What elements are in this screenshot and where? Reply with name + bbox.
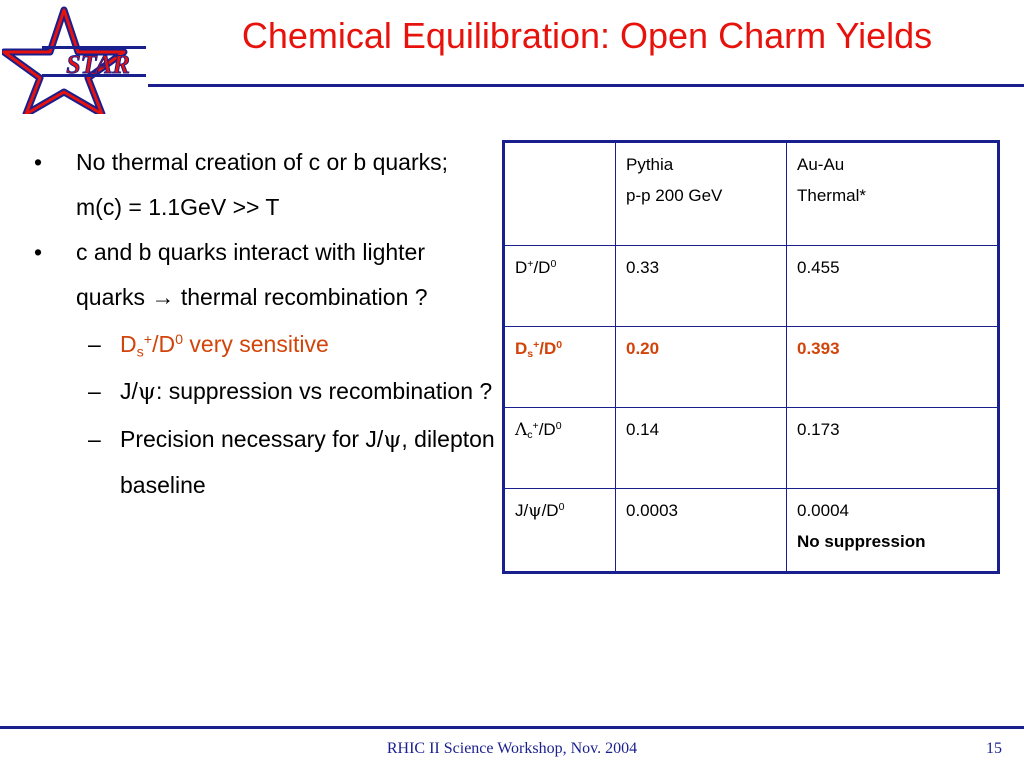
table-header-row (504, 142, 999, 246)
row-label: $Ds^+/D^0$ (504, 327, 616, 408)
footer-divider (0, 726, 1024, 729)
bullet-item (30, 230, 500, 320)
arrow-right-icon: → (151, 284, 175, 310)
bullet-list (30, 140, 500, 508)
table-cell-empty (504, 142, 616, 246)
table-header-cell: Au-Au Thermal* (787, 142, 999, 246)
sub-bullet-item: – $Ds^+/D^0$ very sensitive (30, 322, 500, 367)
no-suppression-note: No suppression (797, 532, 926, 551)
bullet-text: thermal recombination ? (174, 284, 428, 310)
table-cell: 0.393 (787, 327, 999, 408)
psi-symbol: ψ (383, 427, 402, 453)
sub-bullet-item: – J/ψ: suppression vs recombination ? (30, 369, 500, 415)
bullet-text: c and b quarks interact with lighter quarks (76, 239, 426, 310)
table-row (504, 408, 999, 489)
sub-bullet-marker: – (88, 378, 101, 404)
table-row-highlight (504, 327, 999, 408)
row-label: $J/\psi/D^0$ (504, 489, 616, 573)
row-label: $\Lambda c^+/D^0$ (504, 408, 616, 489)
row-label: $D^+/D^0$ (504, 246, 616, 327)
title-divider (148, 84, 1024, 87)
star-logo (2, 2, 152, 114)
table-cell: 0.20 (616, 327, 787, 408)
table-cell: 0.33 (616, 246, 787, 327)
table-row (504, 489, 999, 573)
table-cell: 0.173 (787, 408, 999, 489)
slide-title: Chemical Equilibration: Open Charm Yields (241, 15, 933, 56)
table-header-cell: Pythia p-p 200 GeV (616, 142, 787, 246)
sub-bullet-item: – Precision necessary for J/ψ, dilepton baseline (30, 417, 500, 508)
yields-table (502, 140, 1000, 574)
table-cell: 0.455 (787, 246, 999, 327)
sub-bullet-marker: – (88, 331, 101, 357)
sub-bullet-marker: – (88, 426, 101, 452)
table-cell: 0.14 (616, 408, 787, 489)
bullet-marker: • (34, 239, 43, 265)
table-cell: 0.0004 No suppression (787, 489, 999, 573)
table-cell: 0.0003 (616, 489, 787, 573)
table-row (504, 246, 999, 327)
bullet-text: No thermal creation of c or b quarks; m(c) = 1.1GeV >> T (76, 149, 448, 220)
psi-symbol: ψ (137, 379, 156, 405)
bullet-item (30, 140, 500, 230)
star-logo-text: STAR (66, 50, 130, 79)
bullet-marker: • (34, 149, 43, 175)
page-number: 15 (986, 740, 1002, 757)
footer-text: RHIC II Science Workshop, Nov. 2004 (386, 740, 638, 757)
